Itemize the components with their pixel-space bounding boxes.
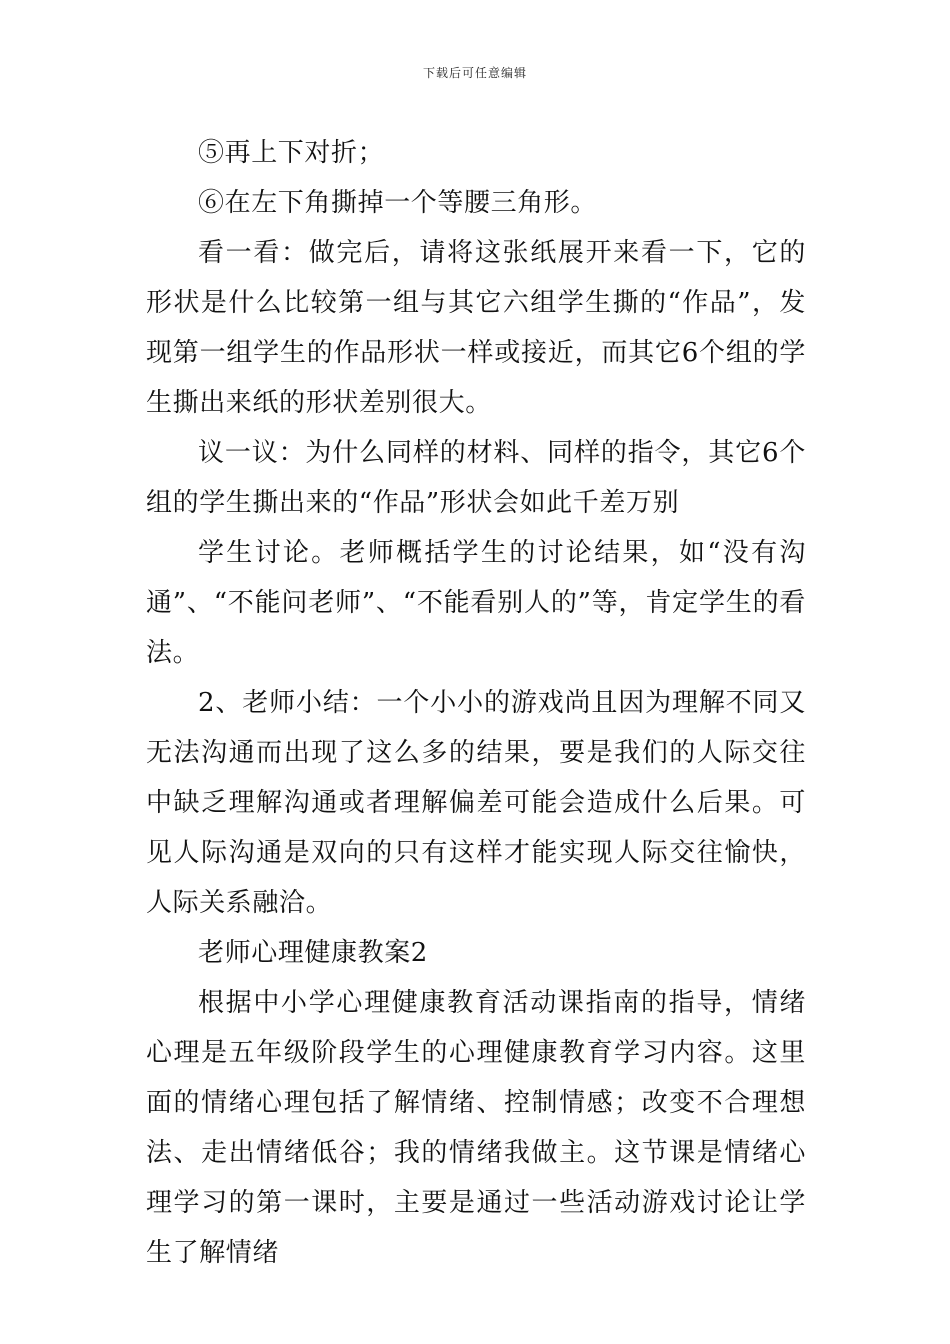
page-header: 下载后可任意编辑: [422, 66, 527, 80]
paragraph-fold-step: ⑤再上下对折；: [198, 138, 385, 168]
paragraph-discuss: 议一议：为什么同样的材料、同样的指令，其它6个组的学生撕出来的“作品”形状会如此千差万别: [146, 438, 806, 518]
paragraph-emotion-intro: 根据中小学心理健康教育活动课指南的指导，情绪心理是五年级阶段学生的心理健康教育学习内容。这里面的情绪心理包括了解情绪、控制情感；改变不合理想法、走出情绪低谷；我的情绪我做主。这节课是情绪心理学习的第一课时，主要是通过一些活动游戏讨论让学生了解情绪: [146, 988, 806, 1268]
paragraph-tear-step: ⑥在左下角撕掉一个等腰三角形。: [198, 188, 598, 218]
paragraph-teacher-summary: 2、老师小结：一个小小的游戏尚且因为理解不同又无法沟通而出现了这么多的结果，要是我们的人际交往中缺乏理解沟通或者理解偏差可能会造成什么后果。可见人际沟通是双向的只有这样才能实现人际交往愉快，人际关系融洽。: [146, 688, 806, 918]
paragraph-look: 看一看：做完后，请将这张纸展开来看一下，它的形状是什么比较第一组与其它六组学生撕的“作品”，发现第一组学生的作品形状一样或接近，而其它6个组的学生撕出来纸的形状差别很大。: [146, 238, 806, 418]
document-body: [146, 128, 806, 1278]
paragraph-student-discussion: 学生讨论。老师概括学生的讨论结果，如“没有沟通”、“不能问老师”、“不能看别人的”等，肯定学生的看法。: [146, 538, 806, 668]
section-title: 老师心理健康教案2: [198, 938, 428, 968]
